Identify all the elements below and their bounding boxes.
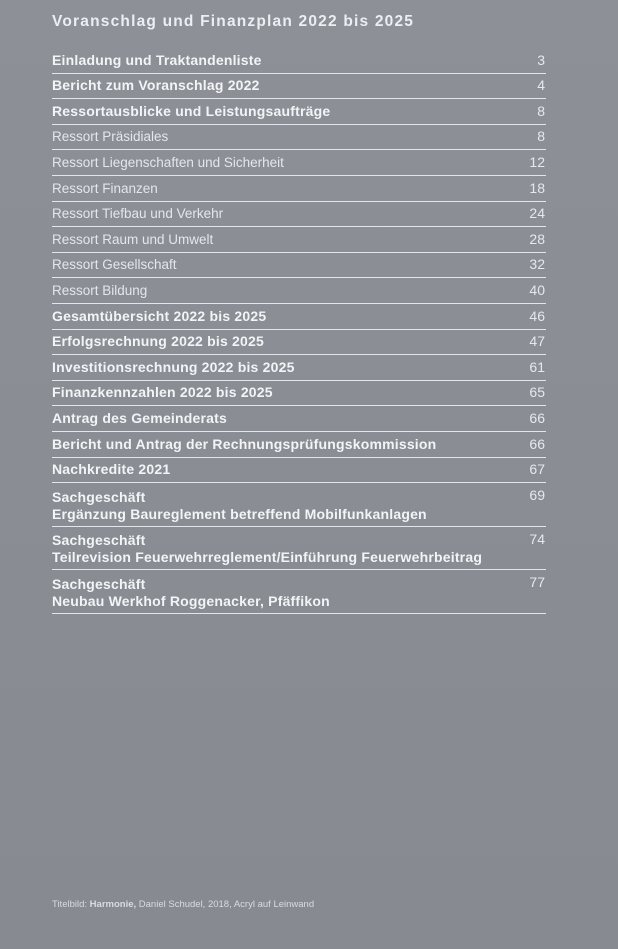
- toc-entry-page: 65: [529, 384, 545, 401]
- toc-entry[interactable]: [52, 458, 546, 484]
- toc-entry-label: Erfolgsrechnung 2022 bis 2025: [52, 333, 264, 350]
- toc-entry[interactable]: [52, 432, 546, 458]
- toc-entry-page: 32: [529, 256, 545, 273]
- toc-entry-label: Ressort Gesellschaft: [52, 257, 177, 273]
- toc-entry-page: 69: [529, 487, 545, 504]
- toc-entry-page: 3: [537, 51, 545, 68]
- cover-image-caption: [52, 899, 314, 910]
- toc-entry-label: Einladung und Traktandenliste: [52, 51, 262, 68]
- toc-entry-sachgeschaeft[interactable]: [52, 527, 546, 571]
- toc-entry-label: Ressort Liegenschaften und Sicherheit: [52, 154, 284, 170]
- toc-entry-kicker: Sachgeschäft: [52, 488, 146, 505]
- toc-entry[interactable]: [52, 355, 546, 381]
- toc-entry-page: 12: [529, 153, 545, 170]
- toc-entry-page: 8: [537, 128, 545, 145]
- document-title: Voranschlag und Finanzplan 2022 bis 2025: [52, 13, 415, 30]
- toc-entry[interactable]: [52, 48, 546, 74]
- toc-entry-page: 77: [529, 574, 545, 591]
- toc-entry[interactable]: [52, 150, 546, 176]
- toc-entry-label: Ressort Tiefbau und Verkehr: [52, 206, 224, 222]
- toc-entry-page: 46: [529, 307, 545, 324]
- toc-entry-label: Nachkredite 2021: [52, 461, 171, 478]
- toc-entry[interactable]: [52, 406, 546, 432]
- toc-entry-page: 67: [529, 461, 545, 478]
- toc-entry-page: 28: [529, 230, 545, 247]
- toc-entry-subtitle: Teilrevision Feuerwehrreglement/Einführung Feuerwehrbeitrag: [52, 549, 483, 566]
- toc-entry-label: Ressortausblicke und Leistungsaufträge: [52, 102, 331, 119]
- toc-entry-subtitle: Neubau Werkhof Roggenacker, Pfäffikon: [52, 592, 330, 609]
- toc-entry-page: 61: [529, 358, 545, 375]
- toc-entry-label: [52, 489, 427, 523]
- toc-entry[interactable]: [52, 176, 546, 202]
- toc-entry-page: 18: [529, 179, 545, 196]
- toc-entry-page: 4: [537, 77, 545, 94]
- toc-entry-label: Ressort Präsidiales: [52, 129, 169, 145]
- toc-entry-label: Ressort Bildung: [52, 282, 148, 298]
- caption-credit: Daniel Schudel, 2018, Acryl auf Leinwand: [136, 899, 315, 910]
- toc-entry-label: Ressort Raum und Umwelt: [52, 231, 214, 247]
- toc-entry-page: 47: [529, 333, 545, 350]
- toc-entry-label: Ressort Finanzen: [52, 180, 158, 196]
- toc-entry-page: 8: [537, 102, 545, 119]
- toc-entry[interactable]: [52, 202, 546, 228]
- toc-entry-sachgeschaeft[interactable]: [52, 570, 546, 614]
- toc-entry[interactable]: [52, 278, 546, 304]
- toc-entry[interactable]: [52, 125, 546, 151]
- toc-entry[interactable]: [52, 74, 546, 100]
- toc-entry-label: Gesamtübersicht 2022 bis 2025: [52, 307, 267, 324]
- toc-entry-label: Finanzkennzahlen 2022 bis 2025: [52, 384, 273, 401]
- toc-entry-kicker: Sachgeschäft: [52, 532, 146, 549]
- toc-entry-label: Bericht und Antrag der Rechnungsprüfungskommission: [52, 435, 437, 452]
- toc-entry[interactable]: [52, 330, 546, 356]
- table-of-contents: [52, 48, 546, 614]
- caption-prefix: Titelbild:: [52, 899, 90, 910]
- toc-entry-page: 40: [529, 281, 545, 298]
- toc-entry-label: [52, 532, 482, 566]
- toc-entry-page: 66: [529, 435, 545, 452]
- toc-entry-subtitle: Ergänzung Baureglement betreffend Mobilfunkanlagen: [52, 505, 427, 522]
- toc-entry[interactable]: [52, 99, 546, 125]
- toc-entry-sachgeschaeft[interactable]: [52, 483, 546, 527]
- toc-entry-kicker: Sachgeschäft: [52, 575, 146, 592]
- toc-entry-label: Antrag des Gemeinderats: [52, 409, 227, 426]
- toc-entry-label: [52, 576, 330, 610]
- toc-entry-page: 66: [529, 409, 545, 426]
- toc-entry[interactable]: [52, 227, 546, 253]
- toc-entry-page: 74: [529, 530, 545, 547]
- toc-entry[interactable]: [52, 381, 546, 407]
- toc-entry-page: 24: [529, 205, 545, 222]
- toc-entry[interactable]: [52, 253, 546, 279]
- toc-entry-label: Bericht zum Voranschlag 2022: [52, 77, 260, 94]
- caption-work-title: Harmonie,: [89, 899, 137, 910]
- toc-entry[interactable]: [52, 304, 546, 330]
- toc-entry-label: Investitionsrechnung 2022 bis 2025: [52, 358, 295, 375]
